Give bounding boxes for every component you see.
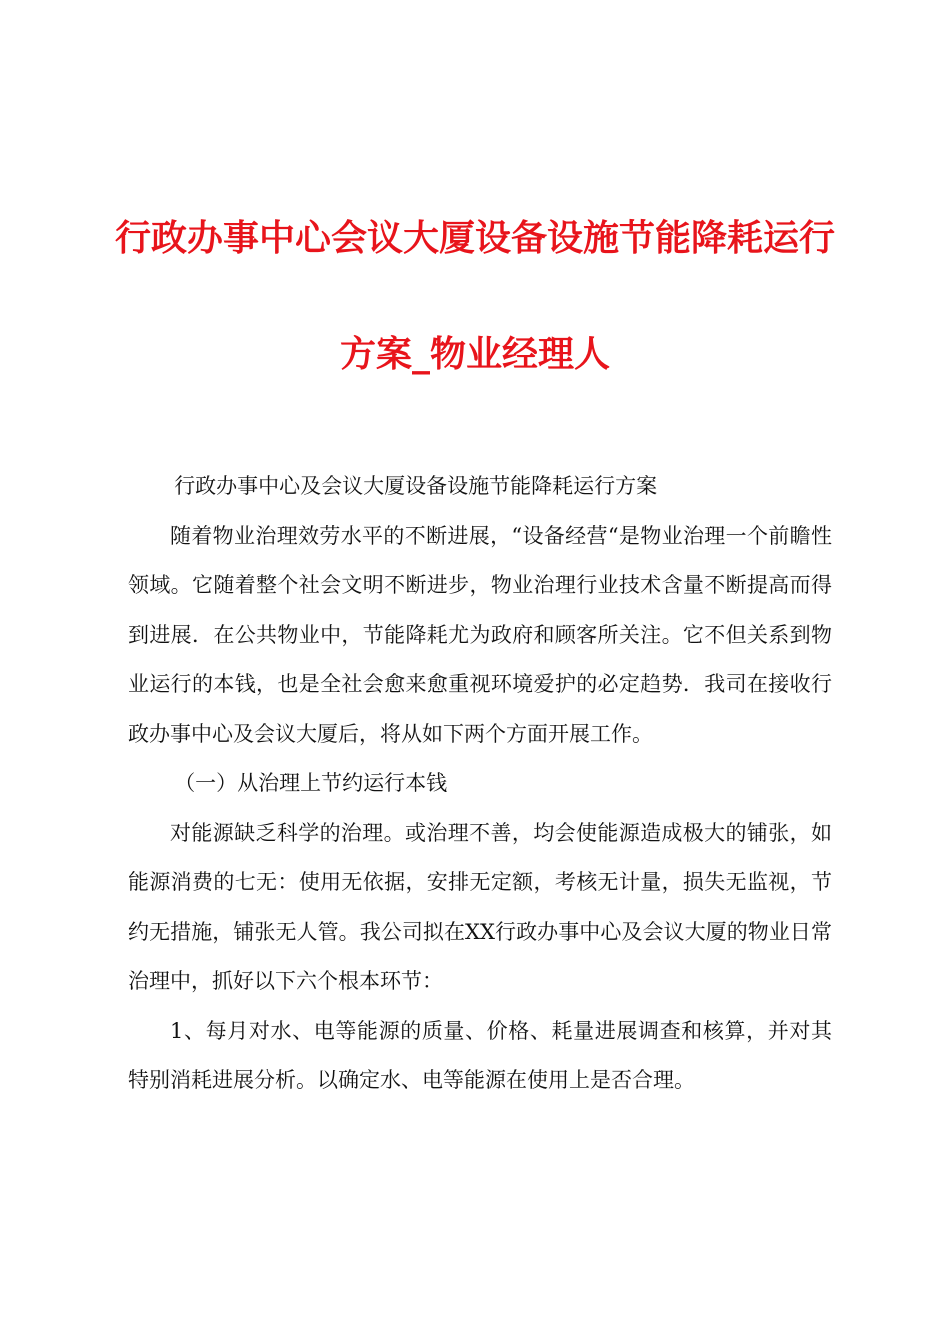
body-paragraph: 随着物业治理效劳水平的不断进展，“设备经营“是物业治理一个前瞻性领域。它随着整个社会文明不断进步，物业治理行业技术含量不断提高而得到进展．在公共物业中，节能降耗尤为政府和顾客所关注。它不但关系到物业运行的本钱，也是全社会愈来愈重视环境爱护的必定趋势．我司在接收行政办事中心及会议大厦后，将从如下两个方面开展工作。 [128, 523, 832, 746]
section-heading: （一）从治理上节约运行本钱 [174, 771, 448, 795]
document-body [128, 462, 832, 1106]
body-paragraph: 对能源缺乏科学的治理。或治理不善，均会使能源造成极大的铺张，如能源消费的七无：使用无依据，安排无定额，考核无计量，损失无监视，节约无措施，铺张无人管。我公司拟在XX行政办事中心及会议大厦的物业日常治理中，抓好以下六个根本环节： [128, 820, 832, 993]
document-title-line-2: 方案_物业经理人 [339, 333, 610, 375]
list-item-paragraph: 1、每月对水、电等能源的质量、价格、耗量进展调查和核算，并对其特别消耗进展分析。以确定水、电等能源在使用上是否合理。 [128, 1018, 832, 1092]
document-title-line-1: 行政办事中心会议大厦设备设施节能降耗运行 [114, 217, 835, 259]
subtitle-paragraph: 行政办事中心及会议大厦设备设施节能降耗运行方案 [174, 474, 658, 498]
